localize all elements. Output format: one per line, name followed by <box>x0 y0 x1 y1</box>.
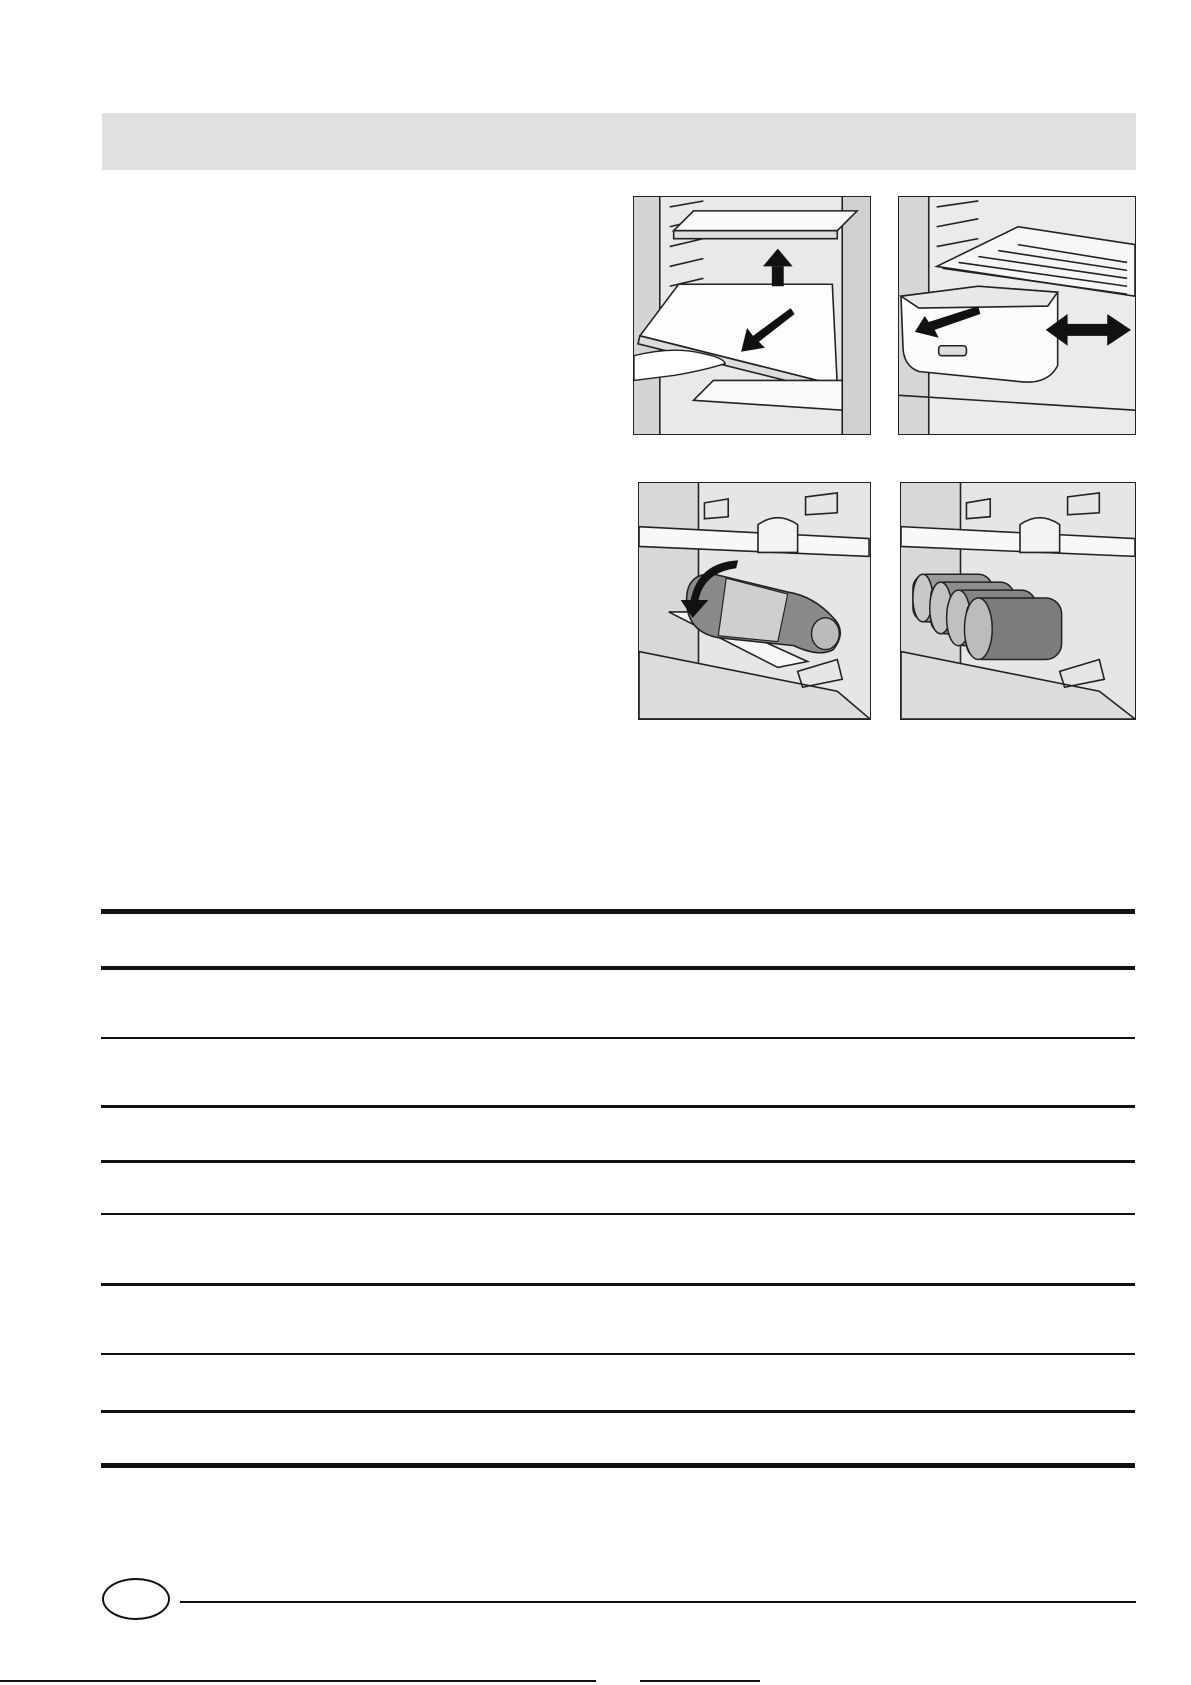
scan-edge-mark <box>640 1680 760 1682</box>
shelf-adjust-figure <box>633 196 871 435</box>
bottle-rack-figure <box>638 482 871 720</box>
language-tab-oval <box>102 1578 170 1620</box>
section-header-band <box>102 113 1136 170</box>
table-row-divider <box>101 1037 1135 1039</box>
table-row-divider <box>101 1410 1135 1413</box>
table-bottom-rule <box>101 1463 1135 1468</box>
table-row-divider <box>101 1160 1135 1163</box>
crisper-drawer-icon <box>899 197 1135 434</box>
can-rack-figure <box>900 482 1136 720</box>
scan-edge-mark <box>0 1680 596 1682</box>
glass-shelf-removal-icon <box>634 197 870 434</box>
table-row-divider <box>101 1353 1135 1355</box>
table-top-rule <box>101 909 1135 914</box>
table-row-divider <box>101 1283 1135 1286</box>
footer-rule <box>180 1601 1136 1603</box>
table-row-divider <box>101 1213 1135 1215</box>
table-row-divider <box>101 1105 1135 1108</box>
drawer-figure <box>898 196 1136 435</box>
can-holder-icon <box>901 483 1135 719</box>
bottle-holder-icon <box>639 483 870 719</box>
table-header-rule <box>101 966 1135 970</box>
